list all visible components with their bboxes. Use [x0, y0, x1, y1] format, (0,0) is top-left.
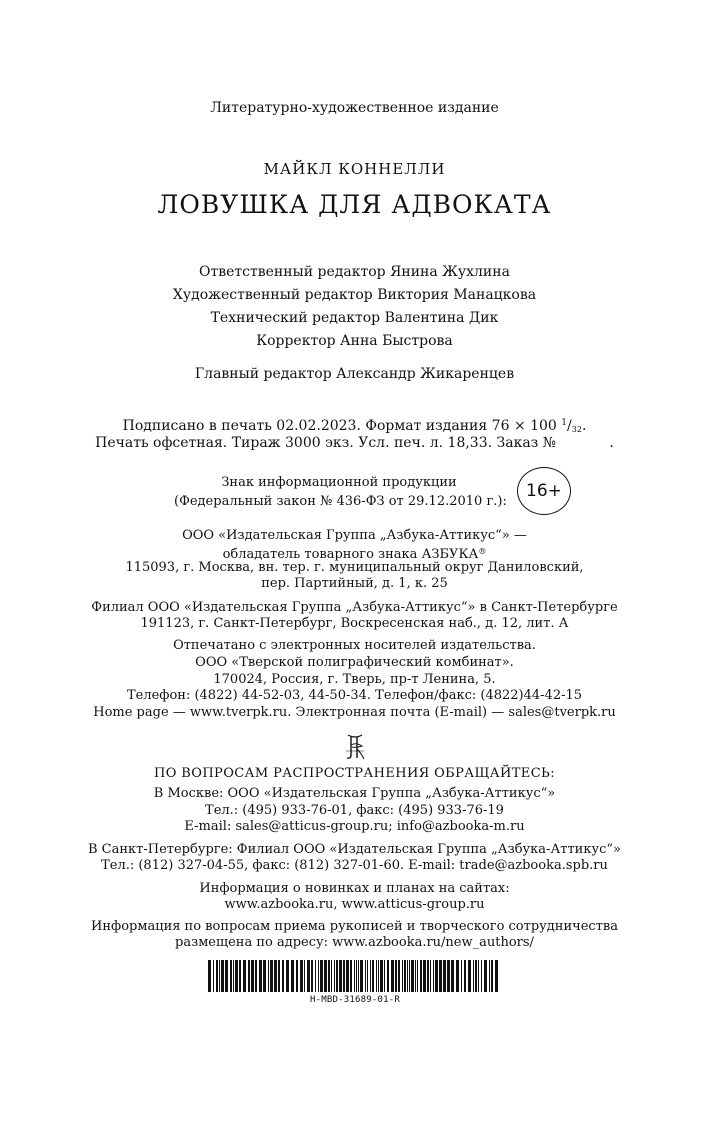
barcode-bar: [219, 960, 220, 992]
barcode-code: H-MBD-31689-01-R: [310, 995, 400, 1005]
barcode-bar: [291, 960, 294, 992]
info-mark-label: Знак информационной продукции: [221, 475, 457, 490]
distribution-spb: В Санкт-Петербурге: Филиал ООО «Издательская Группа „Азбука-Аттикус“»: [87, 842, 622, 857]
barcode-bar: [380, 960, 383, 992]
publisher-line: обладатель товарного знака АЗБУКА®: [222, 547, 487, 562]
barcode-bar: [268, 960, 269, 992]
barcode-bar: [451, 960, 454, 992]
printer-web: Home page — www.tverpk.ru. Электронная почта (E-mail) — sales@tverpk.ru: [93, 705, 616, 720]
barcode-bar: [248, 960, 250, 992]
barcode-bar: [495, 960, 498, 992]
barcode-bar: [468, 960, 471, 992]
publisher-address: 115093, г. Москва, вн. тер. г. муниципальный округ Даниловский,: [125, 560, 584, 575]
barcode-bar: [278, 960, 280, 992]
barcode-bar: [387, 960, 389, 992]
barcode-bar: [475, 960, 477, 992]
registered-mark: ®: [478, 547, 487, 556]
printer-phone: Телефон: (4822) 44-52-03, 44-50-34. Телефон/факс: (4822)44-42-15: [126, 688, 583, 703]
printer-line: Отпечатано с электронных носителей издательства.: [173, 638, 536, 653]
barcode-bar: [415, 960, 416, 992]
credit-line: Ответственный редактор Янина Жухлина: [199, 264, 510, 280]
barcode-bar: [346, 960, 349, 992]
barcode-bar: [336, 960, 338, 992]
barcode-bar: [473, 960, 474, 992]
barcode-bar: [411, 960, 414, 992]
barcode-bar: [243, 960, 246, 992]
barcode-bar: [216, 960, 218, 992]
barcode-bar: [208, 960, 211, 992]
barcode-bar: [372, 960, 374, 992]
credit-line: Корректор Анна Быстрова: [256, 333, 453, 349]
chief-editor: Главный редактор Александр Жикаренцев: [194, 366, 515, 382]
barcode-bar: [484, 960, 487, 992]
barcode-bar: [315, 960, 316, 992]
barcode-bar: [404, 960, 406, 992]
barcode-bar: [259, 960, 262, 992]
barcode-bar: [350, 960, 352, 992]
age-rating-badge: 16+: [517, 467, 571, 515]
barcode-bar: [331, 960, 332, 992]
barcode-bar: [378, 960, 379, 992]
barcode-bar: [221, 960, 224, 992]
barcode-bar: [395, 960, 397, 992]
barcode-bar: [235, 960, 238, 992]
barcode-bar: [324, 960, 327, 992]
info-mark-law: (Федеральный закон № 436-ФЗ от 29.12.2010 г.):: [174, 494, 507, 509]
barcode-bar: [491, 960, 493, 992]
publisher-line: ООО «Издательская Группа „Азбука-Аттикус“» —: [182, 528, 527, 543]
barcode-bar: [407, 960, 408, 992]
distribution-moscow-phone: Тел.: (495) 933-76-01, факс: (495) 933-76-19: [205, 803, 504, 818]
barcode-bar: [360, 960, 363, 992]
barcode-bar: [307, 960, 310, 992]
sites-urls: www.azbooka.ru, www.atticus-group.ru: [224, 897, 485, 912]
barcode-bar: [489, 960, 490, 992]
barcode-bar: [358, 960, 359, 992]
author-name: МАЙКЛ КОННЕЛЛИ: [263, 160, 446, 178]
barcode-bar: [356, 960, 357, 992]
barcode-bar: [365, 960, 366, 992]
barcode-bar: [384, 960, 385, 992]
barcode-bar: [339, 960, 342, 992]
book-title: ЛОВУШКА ДЛЯ АДВОКАТА: [157, 190, 552, 219]
barcode-bar: [213, 960, 214, 992]
publisher-address: пер. Партийный, д. 1, к. 25: [261, 576, 448, 591]
barcode-bar: [304, 960, 305, 992]
barcode-bar: [376, 960, 377, 992]
barcode-bar: [225, 960, 228, 992]
barcode-bar: [464, 960, 466, 992]
barcode-bar: [233, 960, 234, 992]
print-info-line1: Подписано в печать 02.02.2023. Формат издания 76 × 100 $^1/_{32}$.: [122, 418, 587, 434]
barcode-bar: [439, 960, 442, 992]
distribution-moscow: В Москве: ООО «Издательская Группа „Азбука-Аттикус“»: [153, 786, 556, 801]
branch-address: 191123, г. Санкт-Петербург, Воскресенская наб., д. 12, лит. А: [140, 616, 569, 631]
barcode-bar: [334, 960, 335, 992]
barcode-bar: [481, 960, 482, 992]
barcode-bar: [427, 960, 429, 992]
barcode-bar: [478, 960, 479, 992]
barcode-bar: [318, 960, 319, 992]
barcode-bar: [270, 960, 273, 992]
publisher-monogram-icon: [343, 733, 367, 761]
credit-line: Художественный редактор Виктория Манацкова: [172, 287, 537, 303]
barcode-bar: [286, 960, 289, 992]
printer-line: ООО «Тверской полиграфический комбинат».: [195, 655, 514, 670]
barcode-bar: [274, 960, 277, 992]
barcode-bar: [328, 960, 330, 992]
distribution-heading: ПО ВОПРОСАМ РАСПРОСТРАНЕНИЯ ОБРАЩАЙТЕСЬ:: [153, 766, 555, 781]
barcode-bar: [296, 960, 298, 992]
barcode-bar: [354, 960, 355, 992]
format-denominator: 32: [571, 425, 582, 434]
manuscripts-url: размещена по адресу: www.azbooka.ru/new_authors/: [175, 935, 534, 950]
barcode-bar: [443, 960, 446, 992]
barcode-bar: [251, 960, 254, 992]
manuscripts-info: Информация по вопросам приема рукописей и творческого сотрудничества: [91, 919, 618, 934]
barcode-bar: [461, 960, 462, 992]
distribution-moscow-email: E-mail: sales@atticus-group.ru; info@azbooka-m.ru: [184, 819, 525, 834]
barcode-bar: [409, 960, 410, 992]
print-info-line2: Печать офсетная. Тираж 3000 экз. Усл. печ. л. 18,33. Заказ № .: [95, 435, 614, 451]
barcode-bar: [343, 960, 345, 992]
barcode-bar: [417, 960, 418, 992]
barcode-bar: [239, 960, 241, 992]
barcode-bar: [391, 960, 394, 992]
barcode-bar: [230, 960, 232, 992]
barcode-bar: [263, 960, 266, 992]
format-numerator: 1: [561, 418, 568, 428]
barcode-bar: [255, 960, 257, 992]
barcode-bar: [367, 960, 368, 992]
barcode-bar: [420, 960, 422, 992]
distribution-spb-contacts: Тел.: (812) 327-04-55, факс: (812) 327-01-60. E-mail: trade@azbooka.spb.ru: [101, 858, 608, 873]
credit-line: Технический редактор Валентина Дик: [210, 310, 499, 326]
barcode-bar: [435, 960, 438, 992]
barcode-bar: [456, 960, 459, 992]
printer-line: 170024, Россия, г. Тверь, пр-т Ленина, 5.: [213, 672, 496, 687]
barcode-bar: [282, 960, 284, 992]
barcode-bar: [433, 960, 434, 992]
edition-type: Литературно-художественное издание: [210, 100, 499, 116]
barcode-bar: [370, 960, 371, 992]
sites-info: Информация о новинках и планах на сайтах:: [199, 881, 510, 896]
barcode-bar: [430, 960, 431, 992]
barcode-bar: [423, 960, 426, 992]
barcode-bar: [402, 960, 403, 992]
branch-line: Филиал ООО «Издательская Группа „Азбука-Аттикус“» в Санкт-Петербурге: [91, 600, 618, 615]
barcode-bar: [320, 960, 323, 992]
barcode: [208, 960, 502, 992]
barcode-bar: [398, 960, 400, 992]
barcode-bar: [447, 960, 450, 992]
barcode-bar: [311, 960, 313, 992]
barcode-bar: [300, 960, 303, 992]
